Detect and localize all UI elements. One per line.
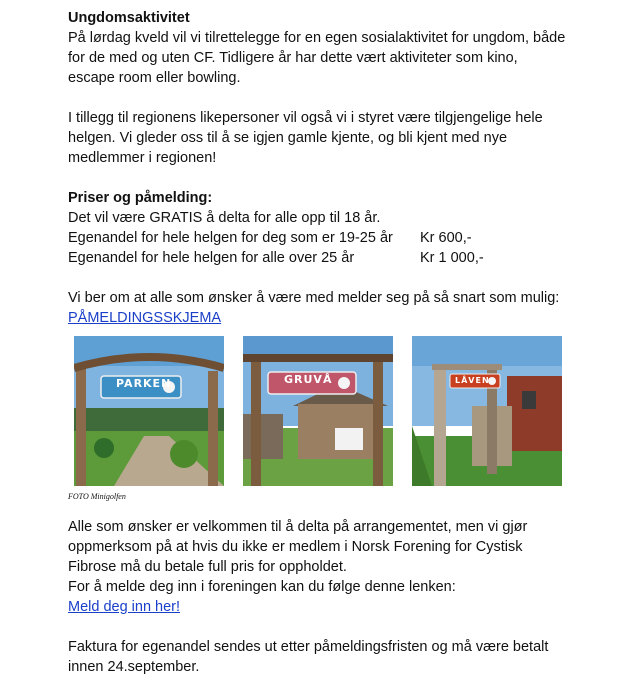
document-body [68, 8, 568, 328]
document-body-lower [68, 517, 568, 677]
price-label: Egenandel for hele helgen for deg som er 19-25 år [68, 230, 393, 246]
photo-strip [74, 336, 562, 486]
signup-form-link[interactable]: PÅMELDINGSSKJEMA [68, 310, 222, 326]
prices-heading: Priser og påmelding: [68, 190, 213, 206]
peers-text: I tillegg til regionens likepersoner vil også vi i styret være tilgjengelige hele helgen. Vi gleder oss til å se igjen gamle kjente, og bli kjent med nye medlemmer i regionen! [68, 110, 543, 166]
photo-gruva [243, 336, 393, 486]
join-text: For å melde deg inn i foreningen kan du følge denne lenken: [68, 579, 456, 595]
price-amount: Kr 1 000,- [420, 250, 484, 266]
price-amount: Kr 600,- [420, 230, 472, 246]
photo-laven [412, 336, 562, 486]
youth-text: På lørdag kveld vil vi tilrettelegge for en egen sosialaktivitet for ungdom, både for de med og uten CF. Tidligere år har dette vært aktiviteter som kino, escape room eller bowling. [68, 30, 566, 86]
photo-parken [74, 336, 224, 486]
sign-gruva: GRUVÅ [284, 373, 333, 386]
price-row [68, 228, 568, 248]
sign-parken: PARKEN [116, 377, 172, 390]
free-line: Det vil være GRATIS å delta for alle opp til 18 år. [68, 210, 381, 226]
photo-caption: FOTO Minigolfen [68, 492, 126, 501]
sign-laven: LÅVEN [455, 376, 490, 385]
signup-text: Vi ber om at alle som ønsker å være med melder seg på så snart som mulig: [68, 290, 560, 306]
youth-heading: Ungdomsaktivitet [68, 10, 190, 26]
membership-text: Alle som ønsker er velkommen til å delta på arrangementet, men vi gjør oppmerksom på at hvis du ikke er medlem i Norsk Forening for Cystisk Fibrose må du betale full pris for oppholdet. [68, 519, 528, 575]
join-link[interactable]: Meld deg inn her! [68, 599, 181, 615]
price-label: Egenandel for hele helgen for alle over 25 år [68, 250, 355, 266]
invoice-text: Faktura for egenandel sendes ut etter påmeldingsfristen og må være betalt innen 24.september. [68, 639, 549, 675]
price-row [68, 248, 568, 268]
